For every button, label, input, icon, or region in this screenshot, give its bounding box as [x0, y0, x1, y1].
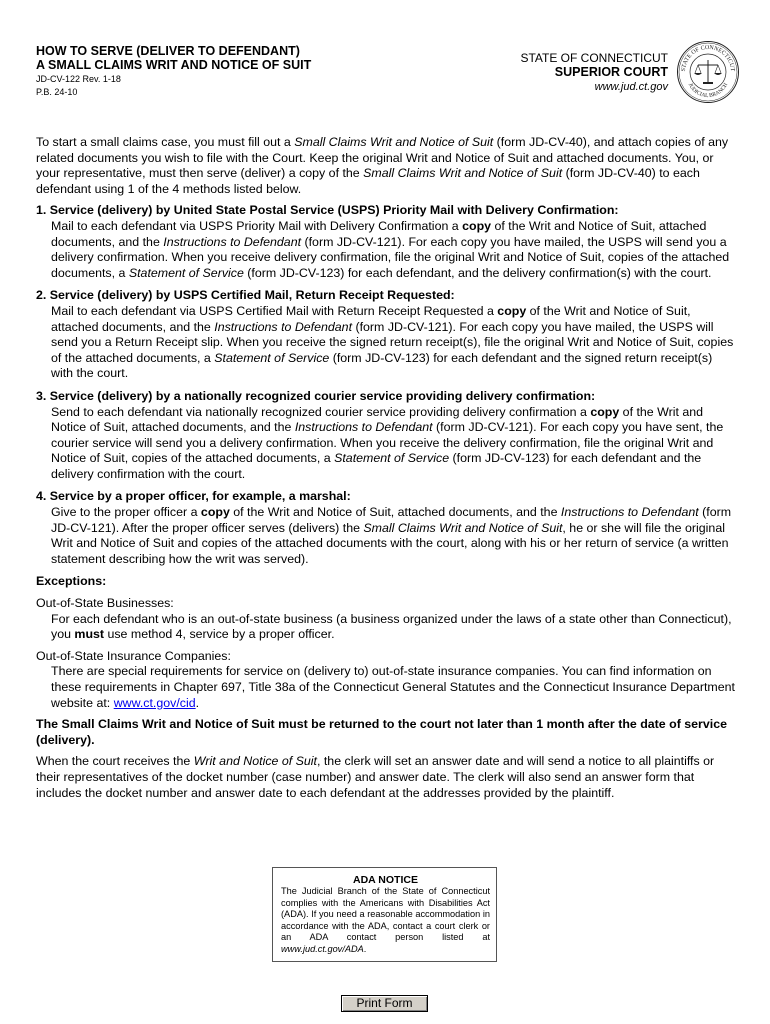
method-4-title: 4. Service by a proper officer, for example, a marshal:	[36, 489, 351, 504]
state-seal-icon	[676, 40, 740, 104]
form-title-line2: A SMALL CLAIMS WRIT AND NOTICE OF SUIT	[36, 58, 312, 72]
seal-text-top: STATE OF CONNECTICUT	[680, 44, 736, 72]
method-4-body: Give to the proper officer a copy of the Writ and Notice of Suit, attached documents, and the Instructions to Defendant (form JD-CV-121). After the proper officer serves (delivers) the Small Claims Writ and Notice of Suit, he or she will file the original Writ and Notice of Suit and copies of the attached documents with the court, along with his or her return of service (a written statement describing how the writ was served).	[51, 505, 732, 566]
return-deadline-notice: The Small Claims Writ and Notice of Suit must be returned to the court not later than 1 month after the date of service (delivery).	[36, 717, 727, 747]
form-title	[36, 44, 311, 72]
form-id: JD-CV-122 Rev. 1-18	[36, 74, 121, 84]
svg-text:JUDICIAL BRANCH	[687, 82, 729, 99]
out-of-state-insurance-label: Out-of-State Insurance Companies:	[36, 648, 231, 663]
court-header	[520, 51, 668, 94]
method-3-title: 3. Service (delivery) by a nationally recognized courier service providing delivery confirmation:	[36, 388, 596, 403]
ada-notice-box	[272, 867, 497, 962]
practice-book-ref: P.B. 24-10	[36, 87, 78, 97]
method-4	[36, 489, 736, 567]
out-of-state-insurance-text: There are special requirements for service on (delivery to) out-of-state insurance companies. You can find information on these requirements in Chapter 697, Title 38a of the Connecticut General Statutes and the Connecticut Insurance Department website at: www.ct.gov/cid.	[51, 664, 735, 710]
ada-notice-title: ADA NOTICE	[353, 874, 418, 886]
method-2-title: 2. Service (delivery) by USPS Certified Mail, Return Receipt Requested:	[36, 288, 455, 303]
intro-paragraph: To start a small claims case, you must fill out a Small Claims Writ and Notice of Suit (form JD-CV-40), and attach copies of any related documents you wish to file with the Court. Keep the original Writ and Notice of Suit and attached documents. You, or your representative, must then serve (deliver) a copy of the Small Claims Writ and Notice of Suit (form JD-CV-40) to each defendant using 1 of the 4 methods listed below.	[36, 135, 729, 196]
state-name: STATE OF CONNECTICUT	[520, 51, 668, 65]
seal-text-bottom: JUDICIAL BRANCH	[686, 82, 730, 100]
form-meta	[36, 73, 121, 99]
method-2-body: Mail to each defendant via USPS Certified Mail with Return Receipt Requested a copy of the Writ and Notice of Suit, attached documents, and the Instructions to Defendant (form JD-CV-121). For each copy you have mailed, the USPS will send you a Return Receipt slip. When you receive the signed return receipt(s), file the original Writ and Notice of Suit, copies of the attached documents, a Statement of Service (form JD-CV-123) for each defendant and the signed return receipt(s) with the court.	[51, 303, 734, 381]
print-form-button[interactable]: Print Form	[341, 995, 428, 1012]
method-1	[36, 203, 736, 281]
method-2	[36, 288, 736, 382]
out-of-state-business-label: Out-of-State Businesses:	[36, 596, 174, 611]
method-1-title: 1. Service (delivery) by United State Postal Service (USPS) Priority Mail with Delivery Confirmation:	[36, 203, 619, 218]
exceptions-heading: Exceptions:	[36, 574, 107, 589]
closing-paragraph: When the court receives the Writ and Notice of Suit, the clerk will set an answer date and will send a notice to all plaintiffs or their representatives of the docket number (case number) and answer date. The clerk will also send an answer form that includes the docket number and answer date to each defendant at the addresses provided by the plaintiff.	[36, 754, 715, 800]
method-3	[36, 389, 736, 483]
instructions-body	[36, 135, 736, 801]
ada-link: www.jud.ct.gov/ADA	[281, 943, 364, 954]
court-name: SUPERIOR COURT	[554, 65, 668, 79]
form-title-line1: HOW TO SERVE (DELIVER TO DEFENDANT)	[36, 44, 300, 58]
out-of-state-business-text: For each defendant who is an out-of-state business (a business organized under the laws of a state other than Connecticut), you must use method 4, service by a proper officer.	[51, 611, 732, 642]
ada-notice-text: The Judicial Branch of the State of Connecticut complies with the Americans with Disabilities Act (ADA). If you need a reasonable accommodation in accordance with the ADA, contact a court clerk or an ADA contact person listed at www.jud.ct.gov/ADA.	[281, 886, 490, 954]
method-3-body: Send to each defendant via nationally recognized courier service providing delivery confirmation a copy of the Writ and Notice of Suit, attached documents, and the Instructions to Defendant (form JD-CV-121). For each copy you have sent, the courier service will send you a delivery confirmation. When you receive the delivery confirmation, file the original Writ and Notice of Suit, copies of the attached documents, a Statement of Service (form JD-CV-123) for each defendant and the delivery confirmation with the court.	[51, 404, 724, 481]
cid-website-link[interactable]: www.ct.gov/cid	[113, 695, 196, 710]
method-1-body: Mail to each defendant via USPS Priority Mail with Delivery Confirmation a copy of the Writ and Notice of Suit, attached documents, and the Instructions to Defendant (form JD-CV-121). For each copy you have mailed, the USPS will send you a delivery confirmation. When you receive delivery confirmation, file the original Writ and Notice of Suit, copies of the attached documents, a Statement of Service (form JD-CV-123) for each defendant, and the delivery confirmation(s) with the court.	[51, 218, 730, 280]
court-website: www.jud.ct.gov	[594, 81, 668, 93]
